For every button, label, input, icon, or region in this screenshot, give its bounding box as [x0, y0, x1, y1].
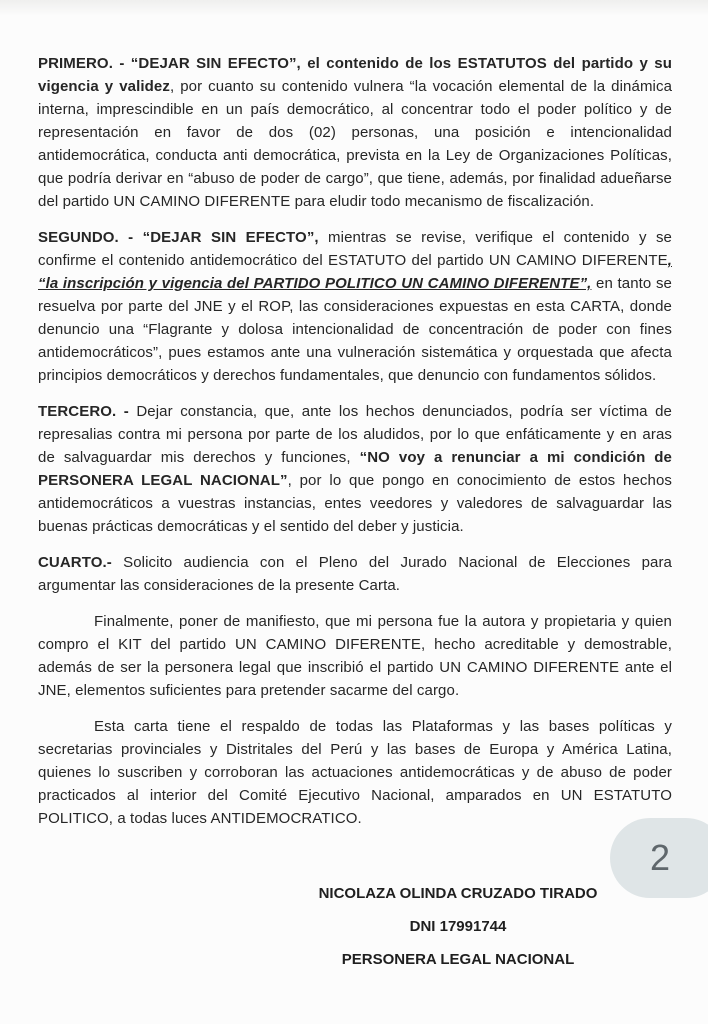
signatory-role: PERSONERA LEGAL NACIONAL	[341, 951, 575, 968]
signature-block	[318, 884, 598, 983]
paragraph-cuarto: CUARTO.- Solicito audiencia con el Pleno del Jurado Nacional de Elecciones para argumentar las consideraciones de la presente Carta.	[38, 554, 672, 594]
signatory-dni: DNI 17991744	[409, 918, 507, 935]
page-number: 2	[650, 837, 671, 878]
paragraph-segundo: SEGUNDO. - “DEJAR SIN EFECTO”, mientras se revise, verifique el contenido y se confirme el contenido antidemocrático del ESTATUTO del partido UN CAMINO DIFERENTE, “la inscripción y vigencia del PARTIDO POLITICO UN CAMINO DIFERENTE”, en tanto se resuelva por parte del JNE y el ROP, las consideraciones expuestas en esta CARTA, donde denuncio una “Flagrante y dolosa intencionalidad de concentración de poder con fines antidemocráticos”, pues estamos ante una vulneración sistemática y orquestada que afecta principios democráticos y derechos fundamentales, que denuncio con fundamentos sólidos.	[38, 229, 672, 384]
paragraph-esta-carta: Esta carta tiene el respaldo de todas las Plataformas y las bases políticas y secretarias provinciales y Distritales del Perú y las bases de Europa y América Latina, quienes lo suscriben y corroboran las actuaciones antidemocráticas y de abuso de poder practicados al interior del Comité Ejecutivo Nacional, amparados en UN ESTATUTO POLITICO, a todas luces ANTIDEMOCRATICO.	[38, 718, 672, 827]
paragraph-primero: PRIMERO. - “DEJAR SIN EFECTO”, el contenido de los ESTATUTOS del partido y su vigencia y validez, por cuanto su contenido vulnera “la vocación elemental de la dinámica interna, imprescindible en un país democrático, al concentrar todo el poder político y de representación en favor de dos (02) personas, una posición e intencionalidad antidemocrática, conducta anti democrática, prevista en la Ley de Organizaciones Políticas, que podría derivar en “abuso de poder de cargo”, que tiene, además, por finalidad adueñarse del partido UN CAMINO DIFERENTE para eludir todo mecanismo de fiscalización.	[38, 55, 673, 210]
letter-body	[38, 52, 672, 843]
signatory-name: NICOLAZA OLINDA CRUZADO TIRADO	[318, 885, 598, 902]
scan-edge-shading	[0, 0, 708, 16]
paragraph-finalmente: Finalmente, poner de manifiesto, que mi persona fue la autora y propietaria y quien compro el KIT del partido UN CAMINO DIFERENTE, hecho acreditable y demostrable, además de ser la personera legal que inscribió el partido UN CAMINO DIFERENTE ante el JNE, elementos suficientes para pretender sacarme del cargo.	[38, 613, 672, 699]
paragraph-tercero: TERCERO. - Dejar constancia, que, ante los hechos denunciados, podría ser víctima de represalias contra mi persona por parte de los aludidos, por lo que enfáticamente y en aras de salvaguardar mis derechos y funciones, “NO voy a renunciar a mi condición de PERSONERA LEGAL NACIONAL”, por lo que pongo en conocimiento de estos hechos antidemocráticos a vuestras instancias, entes veedores y valedores de salvaguardar las buenas prácticas democráticas y el sentido del deber y justicia.	[38, 403, 672, 535]
page-number-badge	[610, 818, 708, 898]
